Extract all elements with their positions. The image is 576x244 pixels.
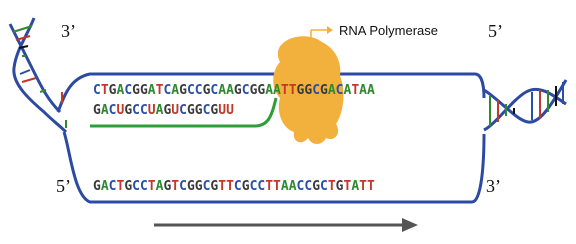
nucleotide: C [194,83,203,98]
nucleotide: T [100,83,109,98]
transcription-direction-arrow [154,218,418,232]
nucleotide: A [351,179,360,194]
nucleotide: T [273,179,281,194]
nucleotide: T [155,83,164,98]
nucleotide: C [108,179,117,194]
nucleotide: G [296,83,305,98]
nucleotide: G [210,179,219,194]
nucleotide: G [186,103,195,118]
nucleotide: T [171,179,180,194]
nucleotide: A [171,83,180,98]
nucleotide: G [241,179,250,194]
nucleotide: C [210,83,219,98]
nucleotide: U [218,103,227,118]
nucleotide: T [327,179,336,194]
nucleotide: G [179,83,187,98]
nucleotide: G [132,83,140,98]
bottom-right-end-label: 3’ [486,176,501,196]
nucleotide: G [93,103,101,118]
nucleotide: G [320,83,328,98]
nucleotide: C [233,179,242,194]
nucleotide: G [139,83,148,98]
nucleotide: C [312,83,321,98]
nucleotide: C [296,179,305,194]
nucleotide: C [163,83,172,98]
nucleotide: C [335,83,344,98]
nucleotide: C [249,179,258,194]
nucleotide: T [116,179,125,194]
nucleotide: U [147,103,156,118]
nucleotide: T [265,179,274,194]
top-right-end-label: 5’ [488,21,503,41]
nucleotide: T [280,83,289,98]
nucleotide: C [139,179,148,194]
rna-transcript-sequence [93,103,234,118]
nucleotide: G [249,83,258,98]
nucleotide: G [257,83,266,98]
top-left-end-label: 3’ [61,21,76,41]
nucleotide: G [186,179,195,194]
nucleotide: A [280,179,289,194]
nucleotide: A [327,83,336,98]
nucleotide: T [351,83,360,98]
nucleotide: G [194,179,203,194]
nucleotide: A [265,83,274,98]
nucleotide: C [179,179,187,194]
template-strand-sequence [93,83,375,98]
nucleotide: U [116,103,125,118]
nucleotide: A [116,83,125,98]
nucleotide: C [139,103,148,118]
nucleotide: C [257,179,266,194]
nucleotide: T [226,179,234,194]
nucleotide: T [147,179,156,194]
nucleotide: C [202,103,211,118]
nucleotide: C [304,179,313,194]
nucleotide: C [186,83,195,98]
nucleotide: A [100,103,109,118]
nucleotide: C [108,103,117,118]
nucleotide: G [163,103,172,118]
nucleotide: G [335,179,344,194]
nucleotide: A [343,83,352,98]
nucleotide: T [359,179,367,194]
nucleotide: G [194,103,203,118]
nucleotide: A [288,179,297,194]
nucleotide: A [366,83,375,98]
nucleotide: G [124,179,133,194]
nucleotide: C [179,103,187,118]
nucleotide: T [366,179,375,194]
nucleotide: A [226,83,234,98]
nucleotide: A [100,179,109,194]
nucleotide: T [288,83,297,98]
nucleotide: U [226,103,234,118]
nucleotide: A [155,103,164,118]
nucleotide: C [124,83,133,98]
nucleotide: T [343,179,352,194]
nucleotide: C [93,83,101,98]
left-helix [10,18,66,132]
nucleotide: A [155,179,164,194]
nucleotide: G [93,179,101,194]
nucleotide: U [171,103,180,118]
nucleotide: G [124,103,133,118]
nucleotide: T [218,179,227,194]
rna-polymerase-label: RNA Polymerase [339,23,438,38]
nucleotide: A [218,83,227,98]
nucleotide: G [163,179,172,194]
nucleotide: C [320,179,328,194]
nucleotide: G [202,83,211,98]
coding-strand-sequence [93,179,375,194]
right-helix [484,80,566,130]
nucleotide: G [210,103,219,118]
nucleotide: C [241,83,250,98]
nucleotide: C [202,179,211,194]
bottom-left-end-label: 5’ [56,176,71,196]
nucleotide: A [273,83,281,98]
nucleotide: G [108,83,117,98]
nucleotide: G [312,179,321,194]
nucleotide: A [147,83,156,98]
nucleotide: A [359,83,367,98]
nucleotide: G [304,83,313,98]
nucleotide: C [132,103,140,118]
nucleotide: G [233,83,242,98]
nucleotide: C [132,179,140,194]
